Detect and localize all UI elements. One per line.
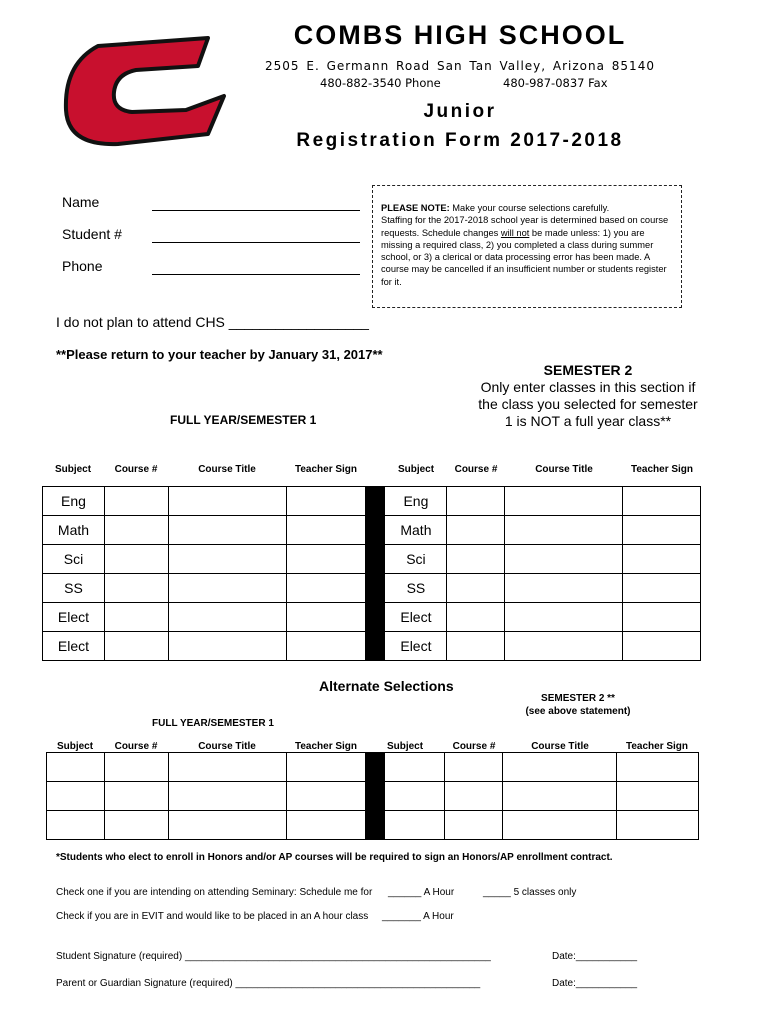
divider-bar [366,753,385,782]
semester2-line1: Only enter classes in this section if [480,379,696,395]
alternate-entry-cell[interactable] [503,753,617,782]
hdr-teacher-sign-2: Teacher Sign [630,464,694,475]
alternate-entry-cell[interactable] [617,811,699,840]
name-label: Name [62,194,100,210]
divider-bar [366,487,385,516]
course-title-cell[interactable] [505,603,623,632]
alternate-entry-cell[interactable] [286,782,366,811]
course-title-cell[interactable] [505,574,623,603]
evit-label: Check if you are in EVIT and would like to be placed in an A hour class [56,911,369,922]
course-title-cell[interactable] [505,487,623,516]
subject-cell: Elect [43,632,105,661]
alternate-entry-cell[interactable] [503,782,617,811]
course-number-cell[interactable] [104,545,168,574]
hdr-course-no: Course # [114,464,158,475]
phone-field[interactable] [152,274,360,275]
return-note: **Please return to your teacher by January 31, 2017** [56,347,383,362]
divider-bar [366,632,385,661]
alt-hdr-teacher-sign: Teacher Sign [294,741,358,752]
course-title-cell[interactable] [505,632,623,661]
course-number-cell[interactable] [104,574,168,603]
subject-cell: SS [43,574,105,603]
semester2-line2: the class you selected for semester [478,396,698,412]
notice-box [372,185,682,308]
subject-cell: Elect [43,603,105,632]
course-number-cell[interactable] [104,487,168,516]
alternate-entry-cell[interactable] [385,753,445,782]
course-number-cell[interactable] [447,516,505,545]
alternate-entry-cell[interactable] [445,811,503,840]
alternate-entry-cell[interactable] [104,753,168,782]
alternate-entry-cell[interactable] [104,782,168,811]
table-row [47,811,699,840]
divider-bar [366,603,385,632]
hdr-course-title: Course Title [198,464,256,475]
table-row [43,545,701,574]
course-title-cell[interactable] [168,574,286,603]
teacher-sign-cell[interactable] [623,487,701,516]
subject-cell: SS [385,574,447,603]
parent-date[interactable]: Date:___________ [552,978,638,989]
notice-text-2: be made unless: 1) you are missing a required class, 2) you completed a class during summer school, or 3) a clerical or data processing error has been made. A course may be cancelled if an insufficient number or students register for it. [381,227,667,287]
alternate-entry-cell[interactable] [47,753,105,782]
alternate-entry-cell[interactable] [168,811,286,840]
teacher-sign-cell[interactable] [286,487,366,516]
alternate-entry-cell[interactable] [445,782,503,811]
alternate-sem2: SEMESTER 2 ** [541,693,615,704]
course-number-cell[interactable] [447,487,505,516]
alternate-entry-cell[interactable] [445,753,503,782]
course-title-cell[interactable] [168,632,286,661]
subject-cell: Elect [385,603,447,632]
course-number-cell[interactable] [104,516,168,545]
teacher-sign-cell[interactable] [286,574,366,603]
student-number-label: Student # [62,226,122,242]
hdr-course-no-2: Course # [454,464,498,475]
alternate-entry-cell[interactable] [617,782,699,811]
teacher-sign-cell[interactable] [286,545,366,574]
course-number-cell[interactable] [104,603,168,632]
school-fax: 480-987-0837 Fax [503,76,608,90]
school-phone: 480-882-3540 Phone [320,76,441,90]
course-title-cell[interactable] [168,545,286,574]
subject-cell: Eng [43,487,105,516]
honors-note: *Students who elect to enroll in Honors and/or AP courses will be required to sign an Honors/AP enrollment contract. [56,852,613,863]
alternate-entry-cell[interactable] [168,753,286,782]
seminary-label: Check one if you are intending on attending Seminary: Schedule me for [56,887,373,898]
alt-hdr-course-no-2: Course # [452,741,496,752]
divider-bar [366,574,385,603]
alternate-entry-cell[interactable] [47,811,105,840]
course-title-cell[interactable] [168,487,286,516]
hdr-subject: Subject [54,464,92,475]
evit-a-hour[interactable]: _______ A Hour [382,911,454,922]
phone-label: Phone [62,258,103,274]
teacher-sign-cell[interactable] [623,516,701,545]
alternate-entry-cell[interactable] [104,811,168,840]
student-date[interactable]: Date:___________ [552,951,638,962]
subject-cell: Math [385,516,447,545]
subject-cell: Math [43,516,105,545]
teacher-sign-cell[interactable] [623,632,701,661]
alternate-entry-cell[interactable] [385,811,445,840]
form-title: Registration Form 2017-2018 [296,130,624,151]
seminary-5-classes[interactable]: _____ 5 classes only [483,887,577,898]
seminary-a-hour[interactable]: ______ A Hour [388,887,455,898]
student-number-field[interactable] [152,242,360,243]
teacher-sign-cell[interactable] [623,574,701,603]
alt-hdr-course-no: Course # [114,741,158,752]
course-number-cell[interactable] [104,632,168,661]
alternate-entry-cell[interactable] [47,782,105,811]
teacher-sign-cell[interactable] [286,632,366,661]
table-row [43,632,701,661]
course-number-cell[interactable] [447,574,505,603]
hdr-subject-2: Subject [397,464,435,475]
semester2-heading [468,362,708,430]
subject-cell: Sci [43,545,105,574]
alternate-course-table [46,752,699,840]
hdr-course-title-2: Course Title [535,464,593,475]
teacher-sign-cell[interactable] [623,603,701,632]
course-title-cell[interactable] [168,516,286,545]
divider-bar [366,545,385,574]
alternate-entry-cell[interactable] [286,753,366,782]
subject-cell: Eng [385,487,447,516]
teacher-sign-cell[interactable] [286,516,366,545]
alt-hdr-subject-2: Subject [386,741,424,752]
alternate-entry-cell[interactable] [168,782,286,811]
subject-cell: Elect [385,632,447,661]
combs-c-logo-icon [58,34,226,152]
notice-underline: will not [500,227,530,238]
alternate-entry-cell[interactable] [503,811,617,840]
alt-hdr-course-title: Course Title [198,741,256,752]
course-number-cell[interactable] [447,632,505,661]
divider-bar [366,516,385,545]
name-field[interactable] [152,210,360,211]
main-course-table [42,486,701,661]
notice-label: PLEASE NOTE: [381,203,450,213]
school-address: 2505 E. Germann Road San Tan Valley, Arizona 85140 [265,59,655,73]
full-year-heading: FULL YEAR/SEMESTER 1 [170,413,317,427]
notice-line1: Make your course selections carefully. [449,203,610,213]
parent-signature[interactable]: Parent or Guardian Signature (required) ____________________________________________ [56,978,481,989]
table-row [43,516,701,545]
alternate-sem2-note: (see above statement) [525,706,631,717]
no-attend-line[interactable]: I do not plan to attend CHS __________________ [56,314,369,330]
teacher-sign-cell[interactable] [286,603,366,632]
table-row [47,782,699,811]
alternate-entry-cell[interactable] [286,811,366,840]
course-title-cell[interactable] [505,545,623,574]
table-row [43,487,701,516]
school-name: COMBS HIGH SCHOOL [293,20,627,50]
teacher-sign-cell[interactable] [623,545,701,574]
course-number-cell[interactable] [447,603,505,632]
grade-title: Junior [423,101,497,122]
semester2-title: SEMESTER 2 [543,362,633,378]
course-title-cell[interactable] [505,516,623,545]
alt-hdr-subject: Subject [56,741,94,752]
notice-text: Staffing for the 2017-2018 school year is determined based on course requests. Schedule changes [381,215,669,238]
table-row [43,574,701,603]
course-number-cell[interactable] [447,545,505,574]
alternate-title: Alternate Selections [319,678,454,694]
table-row [47,753,699,782]
student-signature[interactable]: Student Signature (required) _______________________________________________________ [56,951,491,962]
alt-hdr-course-title-2: Course Title [531,741,589,752]
alt-hdr-teacher-sign-2: Teacher Sign [625,741,689,752]
divider-bar [366,811,385,840]
alternate-entry-cell[interactable] [617,753,699,782]
semester2-line3: 1 is NOT a full year class** [504,413,672,429]
divider-bar [366,782,385,811]
hdr-teacher-sign: Teacher Sign [294,464,358,475]
alternate-entry-cell[interactable] [385,782,445,811]
subject-cell: Sci [385,545,447,574]
course-title-cell[interactable] [168,603,286,632]
alternate-full-year: FULL YEAR/SEMESTER 1 [152,718,274,729]
table-row [43,603,701,632]
